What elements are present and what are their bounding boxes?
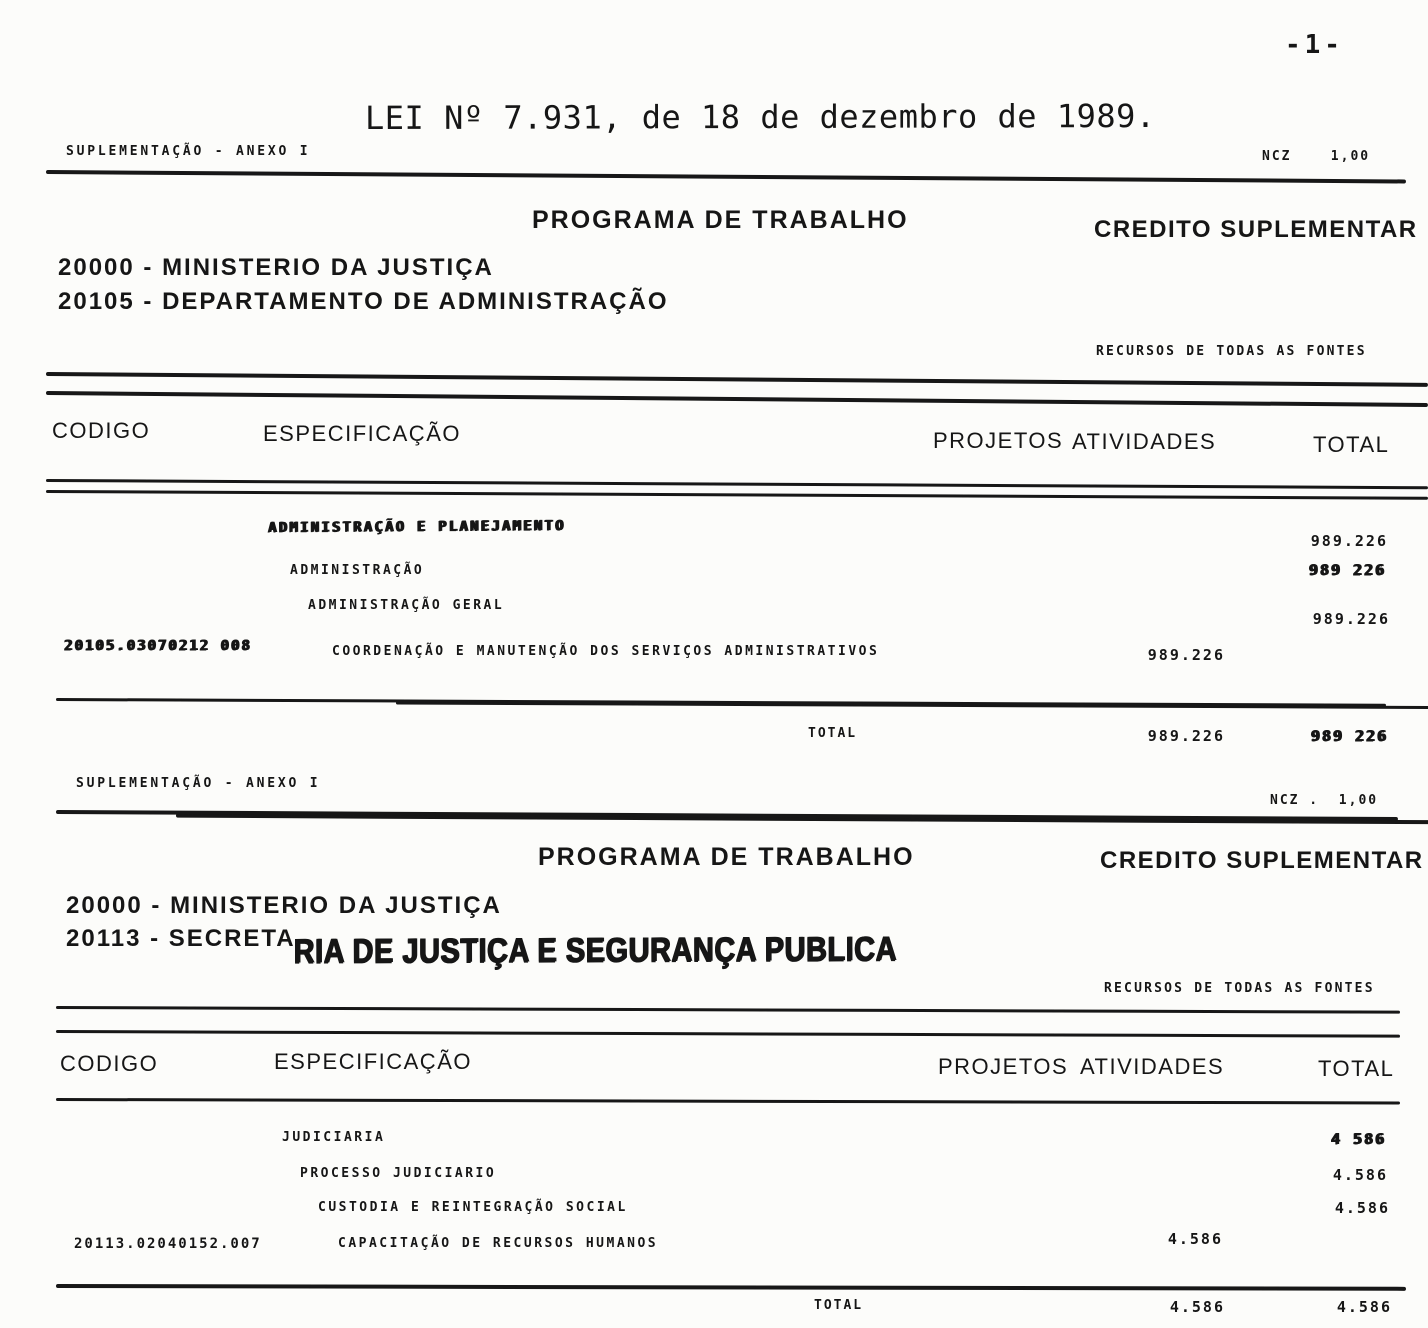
table-row-total-value: 989.226 (1312, 610, 1390, 628)
credit-header: CREDITO SUPLEMENTAR (1094, 216, 1418, 243)
table-row-code: 20113.02040152.007 (74, 1236, 262, 1252)
annex-label: SUPLEMENTAÇÃO - ANEXO I (66, 144, 311, 159)
org-line-ministry: 20000 - MINISTERIO DA JUSTIÇA (66, 892, 502, 919)
table-row-spec: ADMINISTRAÇÃO (290, 563, 425, 578)
org-line-secretaria-prefix: 20113 - SECRETA (66, 925, 296, 952)
table-row-spec: ADMINISTRAÇÃO E PLANEJAMENTO (267, 517, 566, 537)
total-atividades-value: 4.586 (1169, 1298, 1225, 1316)
column-header-atividades: ATIVIDADES (1080, 1054, 1225, 1079)
org-line-department: 20105 - DEPARTAMENTO DE ADMINISTRAÇÃO (58, 288, 669, 315)
table-row-code: 20105.03070212 008 (64, 638, 252, 654)
table-row-total-value: 4 586 (1330, 1130, 1386, 1148)
table-row-spec: ADMINISTRAÇÃO GERAL (308, 598, 505, 613)
divider (46, 170, 1406, 183)
column-header-codigo: CODIGO (52, 418, 151, 443)
column-header-projetos: PROJETOS (933, 428, 1064, 453)
divider (46, 372, 1428, 387)
total-label: TOTAL (814, 1298, 864, 1313)
column-header-codigo: CODIGO (60, 1051, 159, 1076)
table-row-total-value: 4.586 (1334, 1199, 1390, 1217)
divider (56, 810, 1398, 821)
column-header-total: TOTAL (1318, 1056, 1395, 1081)
divider (56, 1098, 1400, 1105)
table-row-atividades-value: 989.226 (1147, 646, 1225, 664)
table-row-spec: JUDICIARIA (282, 1130, 386, 1145)
annex-label: SUPLEMENTAÇÃO - ANEXO I (76, 776, 321, 791)
divider (56, 1006, 1400, 1014)
table-row-total-value: 4.586 (1332, 1166, 1388, 1184)
divider (46, 479, 1428, 489)
divider (46, 490, 1428, 500)
column-header-atividades: ATIVIDADES (1072, 429, 1217, 454)
column-header-especificacao: ESPECIFICAÇÃO (263, 421, 461, 446)
resources-label: RECURSOS DE TODAS AS FONTES (1104, 981, 1375, 996)
currency-label: NCZ 1,00 (1262, 149, 1371, 164)
total-total-value: 4.586 (1336, 1298, 1392, 1316)
table-row-total-value: 989.226 (1310, 532, 1388, 550)
table-row-spec: COORDENAÇÃO E MANUTENÇÃO DOS SERVIÇOS ADMINISTRATIVOS (332, 644, 880, 659)
program-header: PROGRAMA DE TRABALHO (538, 843, 915, 871)
total-label: TOTAL (808, 726, 858, 741)
divider (46, 391, 1428, 407)
currency-label: NCZ . 1,00 (1270, 793, 1379, 808)
resources-label: RECURSOS DE TODAS AS FONTES (1096, 344, 1367, 359)
table-row-spec: PROCESSO JUDICIARIO (300, 1166, 497, 1181)
table-row-spec: CAPACITAÇÃO DE RECURSOS HUMANOS (338, 1236, 659, 1251)
table-row-atividades-value: 4.586 (1167, 1230, 1223, 1248)
divider (56, 1030, 1400, 1038)
table-row-total-value: 989 226 (1308, 561, 1386, 579)
page-number: -1- (1285, 30, 1344, 60)
column-header-total: TOTAL (1313, 432, 1390, 457)
total-total-value: 989 226 (1310, 727, 1388, 745)
column-header-especificacao: ESPECIFICAÇÃO (274, 1049, 472, 1074)
divider (56, 1284, 1406, 1291)
table-row-spec: CUSTODIA E REINTEGRAÇÃO SOCIAL (318, 1200, 628, 1215)
org-line-secretaria-overprint: RIA DE JUSTIÇA E SEGURANÇA PUBLICA (293, 930, 897, 971)
credit-header: CREDITO SUPLEMENTAR (1100, 847, 1424, 874)
divider (56, 698, 1386, 707)
org-line-ministry: 20000 - MINISTERIO DA JUSTIÇA (58, 254, 494, 281)
total-atividades-value: 989.226 (1147, 727, 1225, 745)
program-header: PROGRAMA DE TRABALHO (532, 206, 909, 234)
document-title: LEI Nº 7.931, de 18 de dezembro de 1989. (364, 96, 1156, 138)
column-header-projetos: PROJETOS (938, 1054, 1069, 1079)
